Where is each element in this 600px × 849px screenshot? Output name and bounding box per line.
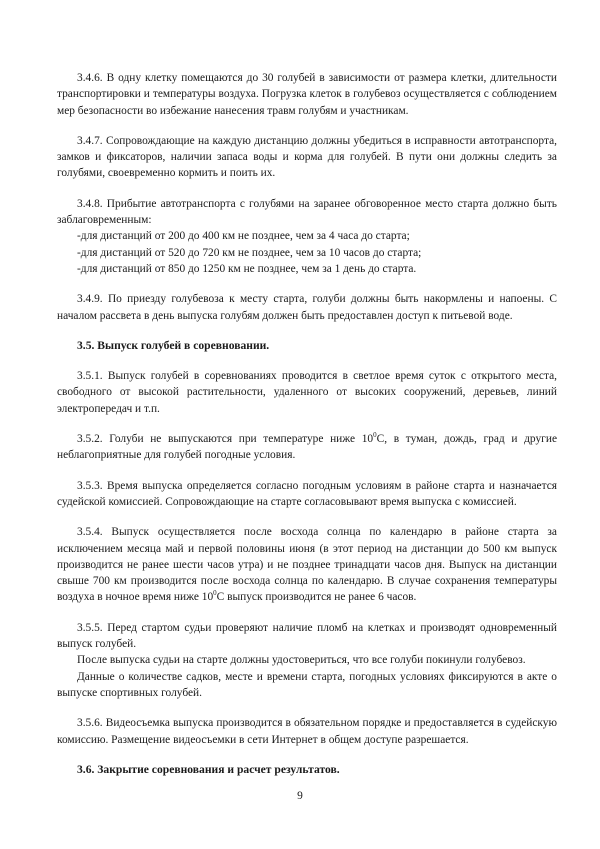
paragraph-3-5-3: 3.5.3. Время выпуска определяется согласно погодным условиям в районе старта и назначается судейской комиссией. Сопровождающие на старте согласовывают время выпуска с комиссией. xyxy=(57,479,557,508)
paragraph-3-4-8: 3.4.8. Прибытие автотранспорта с голубями на заранее обговоренное место старта должно быть заблаговременным: xyxy=(57,197,557,227)
list-item-distance-2: -для дистанций от 520 до 720 км не позднее, чем за 10 часов до старта; xyxy=(77,246,422,259)
paragraph-3-5-5: 3.5.5. Перед стартом судьи проверяют наличие пломб на клетках и производят одновременный выпуск голубей. xyxy=(57,621,557,651)
paragraph-3-5-4-part-a: 3.5.4. Выпуск осуществляется после восхода солнца по календарю в районе старта за исключением месяца май и первой половины июня (в этот период на дистанции до 500 км выпуск производится не ранее шести часов утра) и не позднее тринадцати часов дня. Выпуск на дистанции свыше 700 км производится после восхода солнца по календарю. В случае сохранения температуры воздуха в ночное время ниже 10 xyxy=(57,526,557,604)
degree-superscript: 0 xyxy=(213,589,217,598)
degree-superscript: 0 xyxy=(373,431,377,440)
paragraph-3-5-6: 3.5.6. Видеосъемка выпуска производится в обязательном порядке и предоставляется в судейскую комиссию. Размещение видеосъемки в сети Интернет в общем доступе разрешается. xyxy=(57,717,557,746)
paragraph-3-5-2-part-a: 3.5.2. Голуби не выпускаются при температуре ниже 10 xyxy=(77,433,374,446)
paragraph-3-5-4 xyxy=(57,524,557,605)
paragraph-3-4-9: 3.4.9. По приезду голубевоза к месту старта, голуби должны быть накормлены и напоены. С началом рассвета в день выпуска голубям должен быть предоставлен доступ к питьевой воде. xyxy=(57,293,557,322)
document-body xyxy=(57,70,557,778)
paragraph-3-4-7: 3.4.7. Сопровождающие на каждую дистанцию должны убедиться в исправности автотранспорта, замков и фиксаторов, наличии запаса воды и корма для голубей. В пути они должны следить за голубями, своевременно кормить и поить их. xyxy=(57,134,557,180)
paragraph-3-5-5-judges: После выпуска судьи на старте должны удостовериться, что все голуби покинули голубевоз. xyxy=(77,654,526,667)
paragraph-3-5-2-part-b: С, в туман, дождь, град и другие неблагоприятные для голубей погодные условия. xyxy=(57,433,557,462)
paragraph-3-5-1: 3.5.1. Выпуск голубей в соревнованиях проводится в светлое время суток с открытого места, свободного от высокой растительности, удаленного от высоких сооружений, деревьев, линий электропередач и т.п. xyxy=(57,370,557,415)
paragraph-3-4-6: 3.4.6. В одну клетку помещаются до 30 голубей в зависимости от размера клетки, длительности транспортировки и температуры воздуха. Погрузка клеток в голубевоз осуществляется с соблюдением мер безопасности во избежание нанесения травм голубям и участникам. xyxy=(57,72,557,117)
list-item-distance-3: -для дистанций от 850 до 1250 км не позднее, чем за 1 день до старта. xyxy=(77,262,417,275)
section-heading-3-5: 3.5. Выпуск голубей в соревновании. xyxy=(77,338,270,352)
list-item-distance-1: -для дистанций от 200 до 400 км не позднее, чем за 4 часа до старта; xyxy=(77,230,410,243)
paragraph-3-5-2 xyxy=(57,431,557,464)
paragraph-3-5-4-part-b: С выпуск производится не ранее 6 часов. xyxy=(216,591,417,604)
section-heading-3-6: 3.6. Закрытие соревнования и расчет результатов. xyxy=(77,762,340,776)
paragraph-3-5-5-act: Данные о количестве садков, месте и времени старта, погодных условиях фиксируются в акте о выпуске спортивных голубей. xyxy=(57,670,557,699)
page-number: 9 xyxy=(297,790,303,802)
